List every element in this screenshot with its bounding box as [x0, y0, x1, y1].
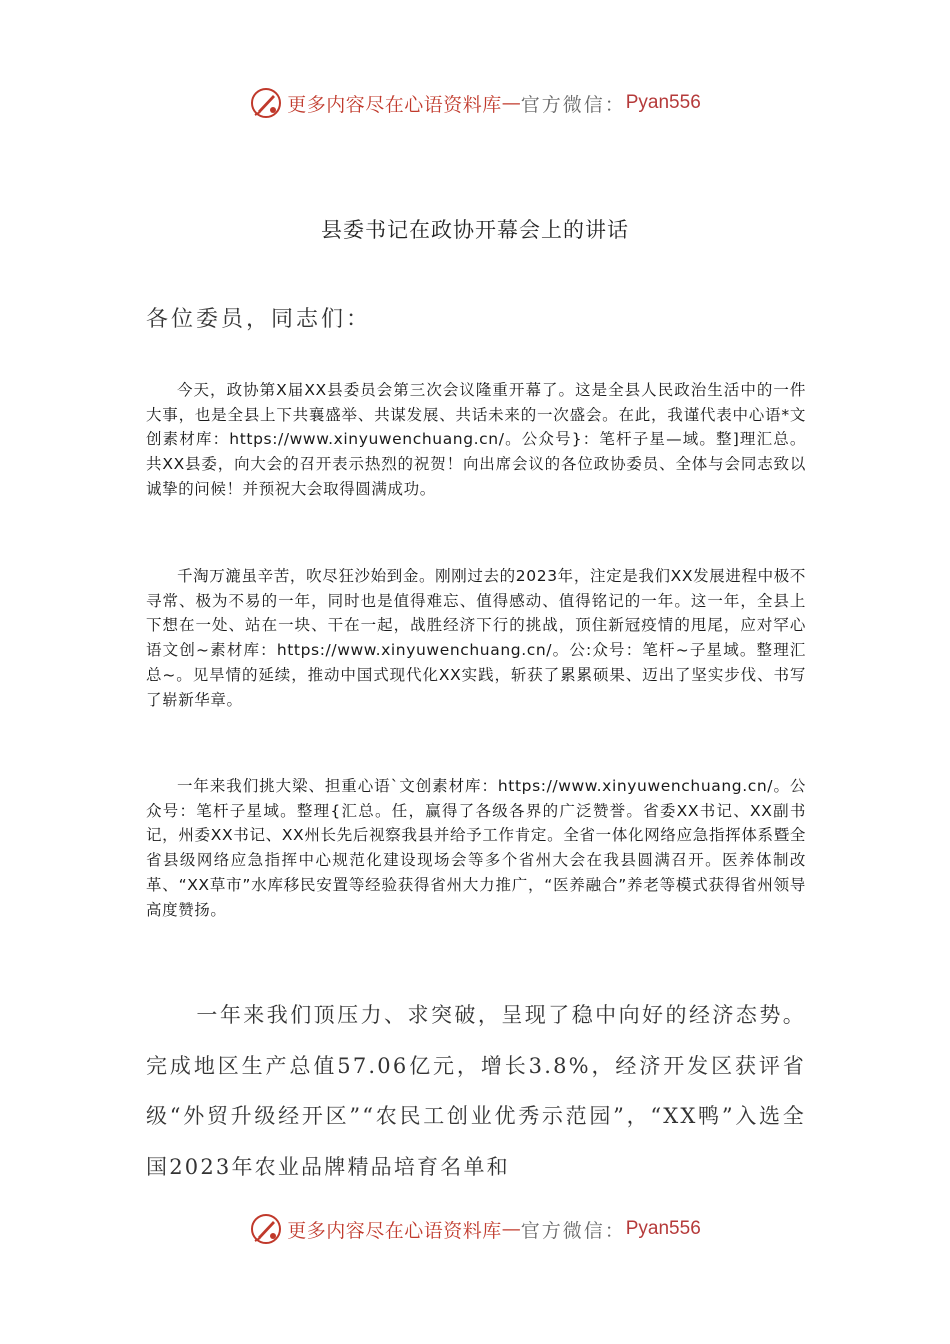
banner-separator: — — [501, 92, 521, 114]
paragraph-1: 今天，政协第X届XX县委员会第三次会议隆重开幕了。这是全县人民政治生活中的一件大事，也是全县上下共襄盛举、共谋发展、共话未来的一次盛会。在此，我谨代表中心语*文创素材库：https://www.xinyuwenchuang.cn/。公众号}：笔杆子星—域。整]理汇总。共XX县委，向大会的召开表示热烈的祝贺！向出席会议的各位政协委员、全体与会同志致以诚挚的问候！并预祝大会取得圆满成功。 — [146, 381, 806, 498]
banner-wechat-label: 官方微信： — [520, 1219, 626, 1242]
salutation: 各位委员，同志们： — [146, 307, 372, 332]
paragraph-2: 千淘万漉虽辛苦，吹尽狂沙始到金。刚刚过去的2023年，注定是我们XX发展进程中极不寻常、极为不易的一年，同时也是值得难忘、值得感动、值得铭记的一年。这一年，全县上下想在一处、站在一块、干在一起，战胜经济下行的挑战，顶住新冠疫情的甩尾，应对罕心语文创~素材库：https://www.xinyuwenchuang.cn/。公:众号：笔杆~子星域。整理汇总~。见旱情的延续，推动中国式现代化XX实践，斩获了累累硕果、迈出了坚实步伐、书写了崭新华章。 — [146, 567, 806, 709]
banner-wechat-id: Pyan556 — [625, 1218, 701, 1239]
quill-logo-icon — [249, 86, 283, 120]
banner-wechat-label: 官方微信： — [520, 93, 626, 116]
banner-wechat-id: Pyan556 — [625, 92, 701, 113]
banner-brand-text: 更多内容尽在心语资料库 — [287, 93, 502, 116]
banner-brand-text: 更多内容尽在心语资料库 — [287, 1219, 502, 1242]
footer-banner — [0, 1212, 950, 1246]
quill-logo-icon — [249, 1212, 283, 1246]
document-title: 县委书记在政协开幕会上的讲话 — [321, 218, 629, 242]
paragraph-3: 一年来我们挑大梁、担重心语`文创素材库：https://www.xinyuwenchuang.cn/。公众号：笔杆子星域。整理{汇总。任，赢得了各级各界的广泛赞誉。省委XX书记、XX副书记，州委XX书记、XX州长先后视察我县并给予工作肯定。全省一体化网络应急指挥体系暨全省县级网络应急指挥中心规范化建设现场会等多个省州大会在我县圆满召开。医养体制改革、“XX草市”水库移民安置等经验获得省州大力推广，“医养融合”养老等模式获得省州领导高度赞扬。 — [146, 777, 806, 919]
paragraph-4: 一年来我们顶压力、求突破，呈现了稳中向好的经济态势。完成地区生产总值57.06亿元，增长3.8%，经济开发区获评省级“外贸升级经开区”“农民工创业优秀示范园”，“XX鸭”入选全国2023年农业品牌精品培育名单和 — [146, 1003, 806, 1179]
banner-separator: — — [501, 1218, 521, 1240]
header-banner — [0, 86, 950, 120]
